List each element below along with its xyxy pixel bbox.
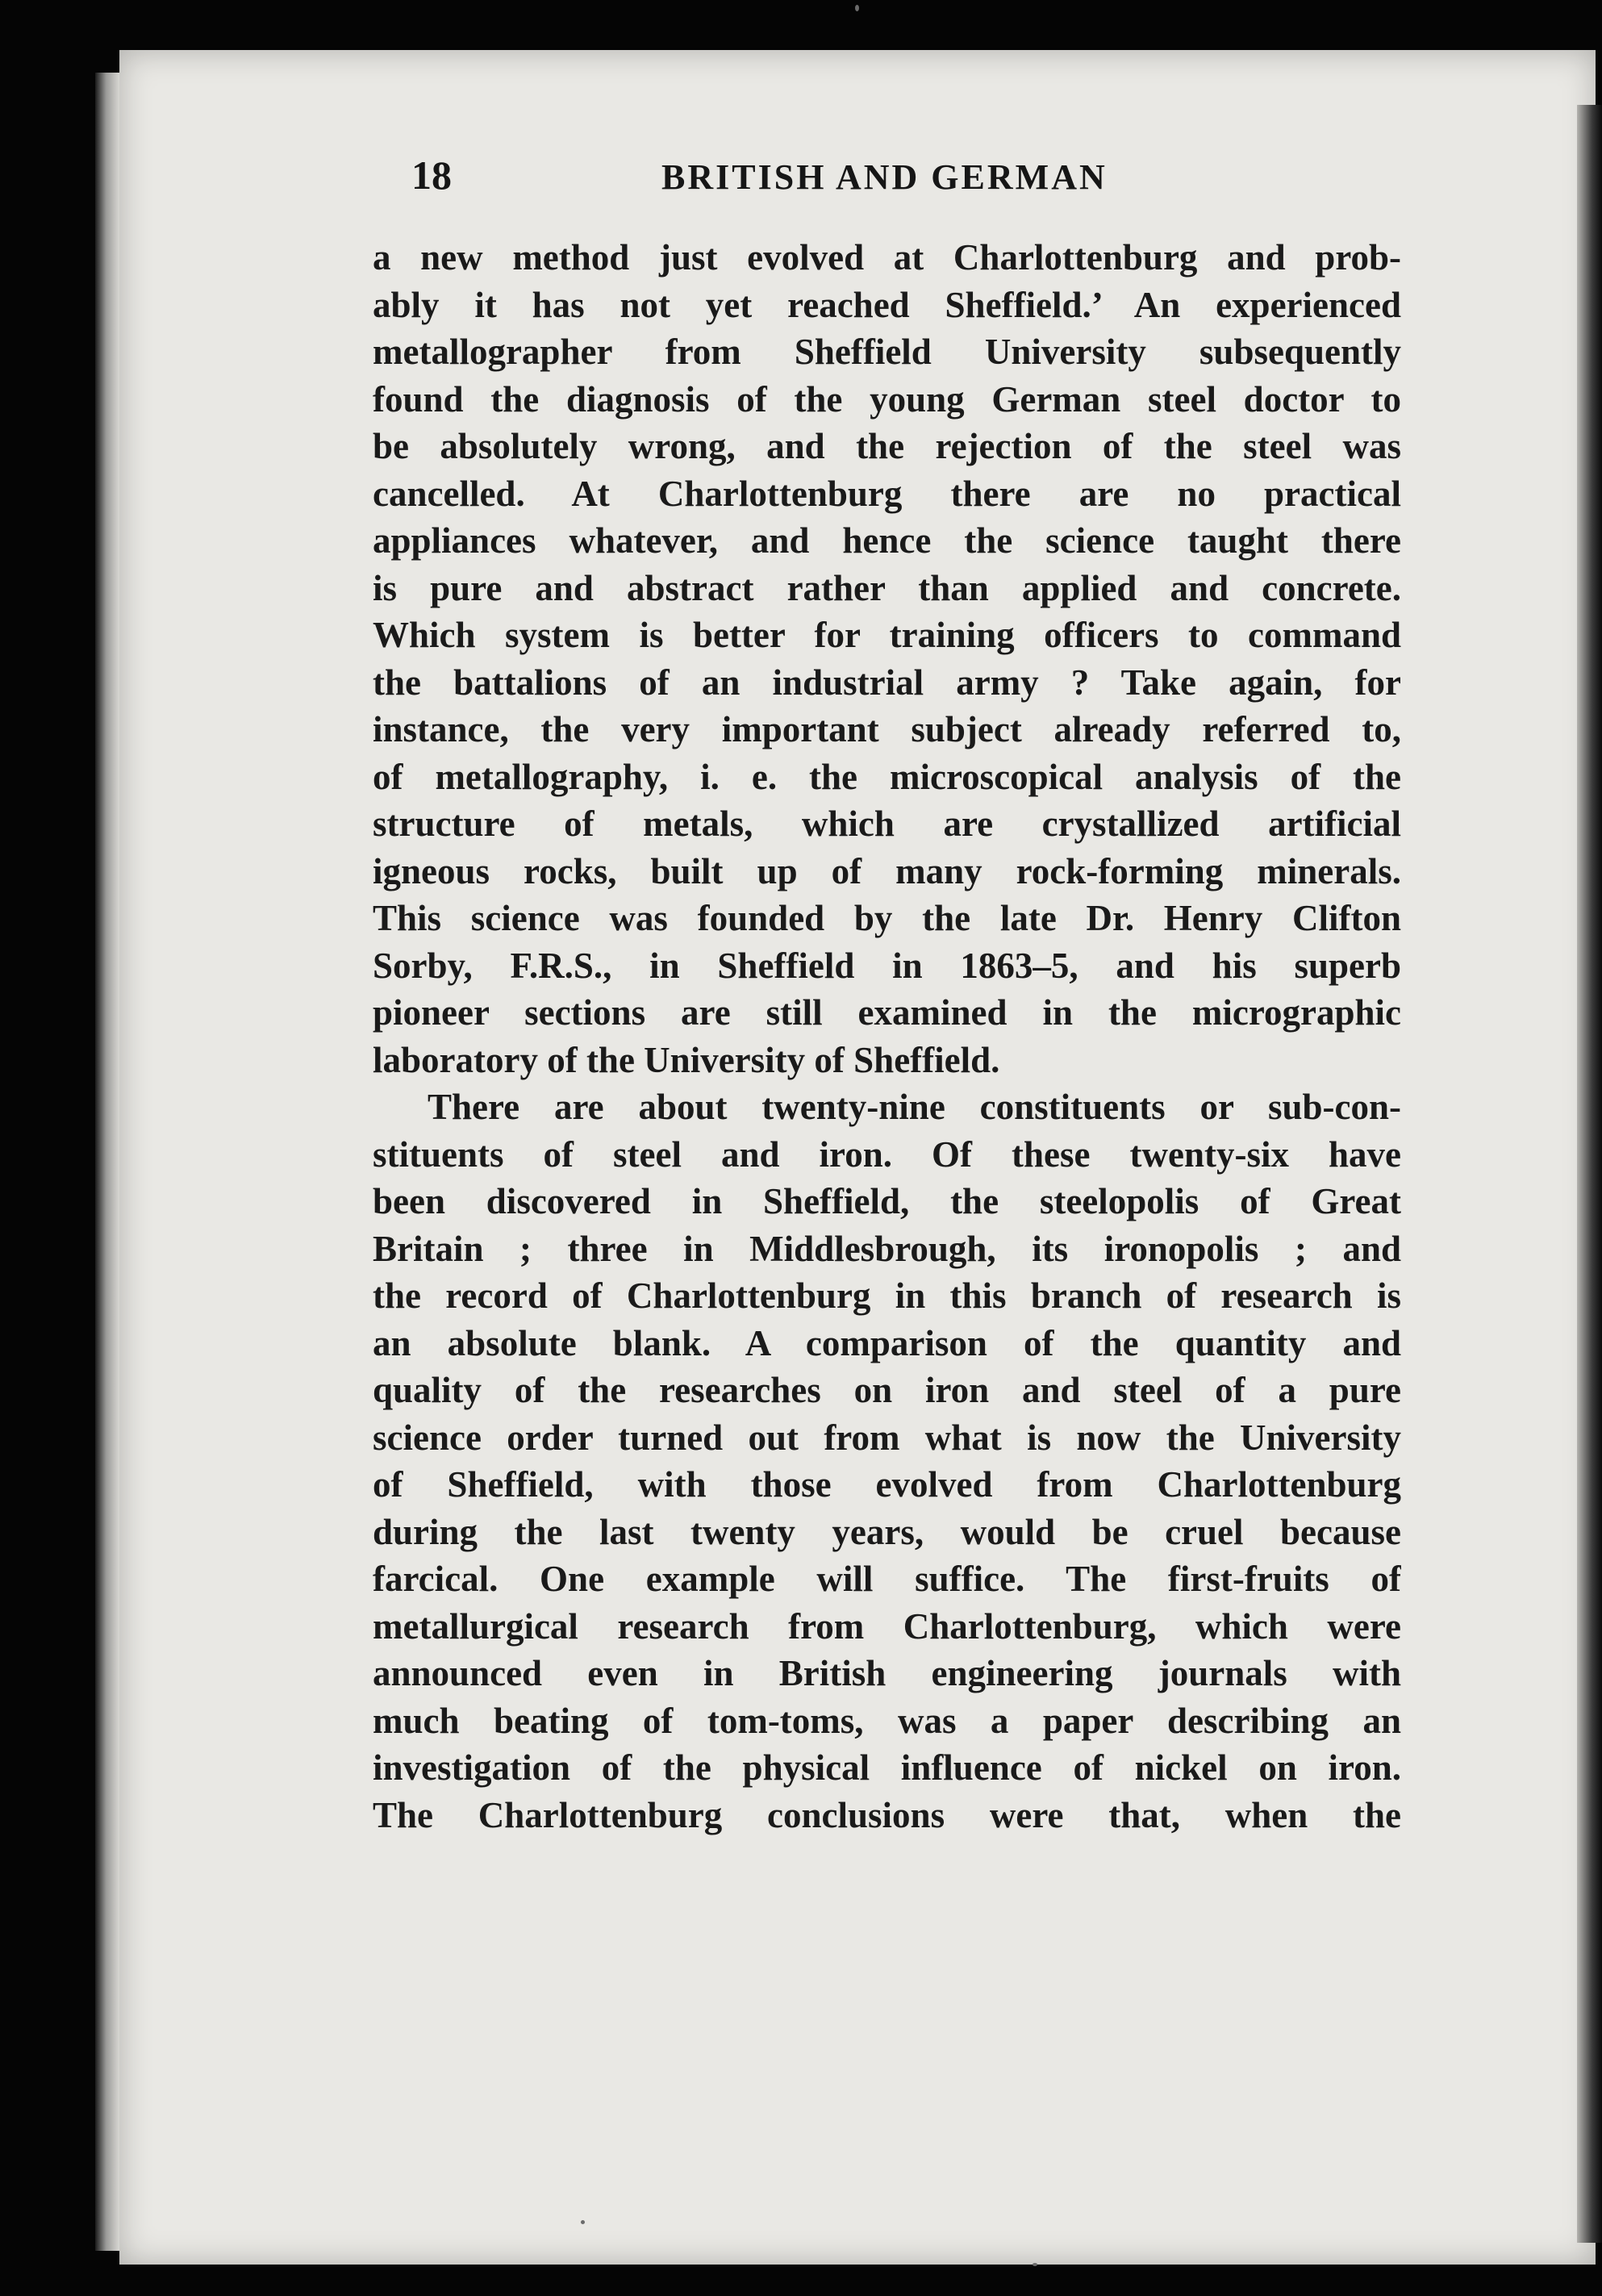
text-line: metallurgical research from Charlottenburg, which were — [373, 1605, 1401, 1647]
text-line: structure of metals, which are crystallized artificial — [373, 804, 1401, 844]
text-line: stituents of steel and iron. Of these twenty-six have — [373, 1133, 1401, 1175]
text-line: There are about twenty-nine constituents or sub-con- — [428, 1087, 1401, 1127]
text-line: Britain ; three in Middlesbrough, its ironopolis ; and — [373, 1228, 1401, 1269]
text-line: The Charlottenburg conclusions were that, when the — [373, 1794, 1401, 1835]
text-line: investigation of the physical influence of nickel on iron. — [373, 1747, 1401, 1788]
scan-speck — [855, 5, 859, 11]
text-line: found the diagnosis of the young German steel doctor to — [373, 378, 1401, 420]
text-line: Which system is better for training officers to command — [373, 615, 1401, 655]
text-line: announced even in British engineering journals with — [373, 1653, 1401, 1693]
text-line: of Sheffield, with those evolved from Charlottenburg — [373, 1464, 1401, 1505]
text-line: much beating of tom-toms, was a paper describing an — [373, 1700, 1401, 1741]
page-right-edge-shadow — [1577, 105, 1602, 2243]
text-line: been discovered in Sheffield, the steelopolis of Great — [373, 1181, 1401, 1221]
running-head — [411, 152, 1404, 216]
text-line: metallographer from Sheffield University subsequently — [373, 332, 1401, 372]
text-line: the battalions of an industrial army ? Take again, for — [373, 662, 1401, 703]
text-line: Sorby, F.R.S., in Sheffield in 1863–5, and his superb — [373, 945, 1401, 986]
text-line: of metallography, i. e. the microscopical analysis of the — [373, 756, 1401, 797]
text-line: instance, the very important subject already referred to, — [373, 709, 1401, 749]
text-line: a new method just evolved at Charlottenburg and prob- — [373, 237, 1401, 278]
scan-speck — [1033, 2263, 1037, 2266]
text-line: be absolutely wrong, and the rejection of the steel was — [373, 426, 1401, 466]
text-line: farcical. One example will suffice. The first-fruits of — [373, 1559, 1401, 1599]
text-line: an absolute blank. A comparison of the quantity and — [373, 1322, 1401, 1363]
text-line: ably it has not yet reached Sheffield.’ An experienced — [373, 284, 1401, 325]
page-left-edge-shadow — [95, 73, 119, 2251]
running-head-title: BRITISH AND GERMAN — [661, 157, 1108, 197]
text-line: science order turned out from what is now the University — [373, 1417, 1401, 1458]
body-text — [373, 234, 1401, 1839]
text-line: pioneer sections are still examined in the micrographic — [373, 992, 1401, 1033]
text-line: cancelled. At Charlottenburg there are no practical — [373, 473, 1401, 514]
text-line: is pure and abstract rather than applied and concrete. — [373, 567, 1401, 608]
scan-speck — [581, 2220, 585, 2224]
text-line: laboratory of the University of Sheffield. — [373, 1039, 1000, 1080]
text-line: igneous rocks, built up of many rock-forming minerals. — [373, 850, 1401, 891]
text-line: This science was founded by the late Dr. Henry Clifton — [373, 898, 1401, 938]
page-number: 18 — [411, 152, 452, 198]
text-line: appliances whatever, and hence the science taught there — [373, 520, 1401, 561]
text-line: during the last twenty years, would be cruel because — [373, 1511, 1401, 1552]
text-line: quality of the researches on iron and steel of a pure — [373, 1370, 1401, 1410]
text-line: the record of Charlottenburg in this branch of research is — [373, 1275, 1401, 1316]
